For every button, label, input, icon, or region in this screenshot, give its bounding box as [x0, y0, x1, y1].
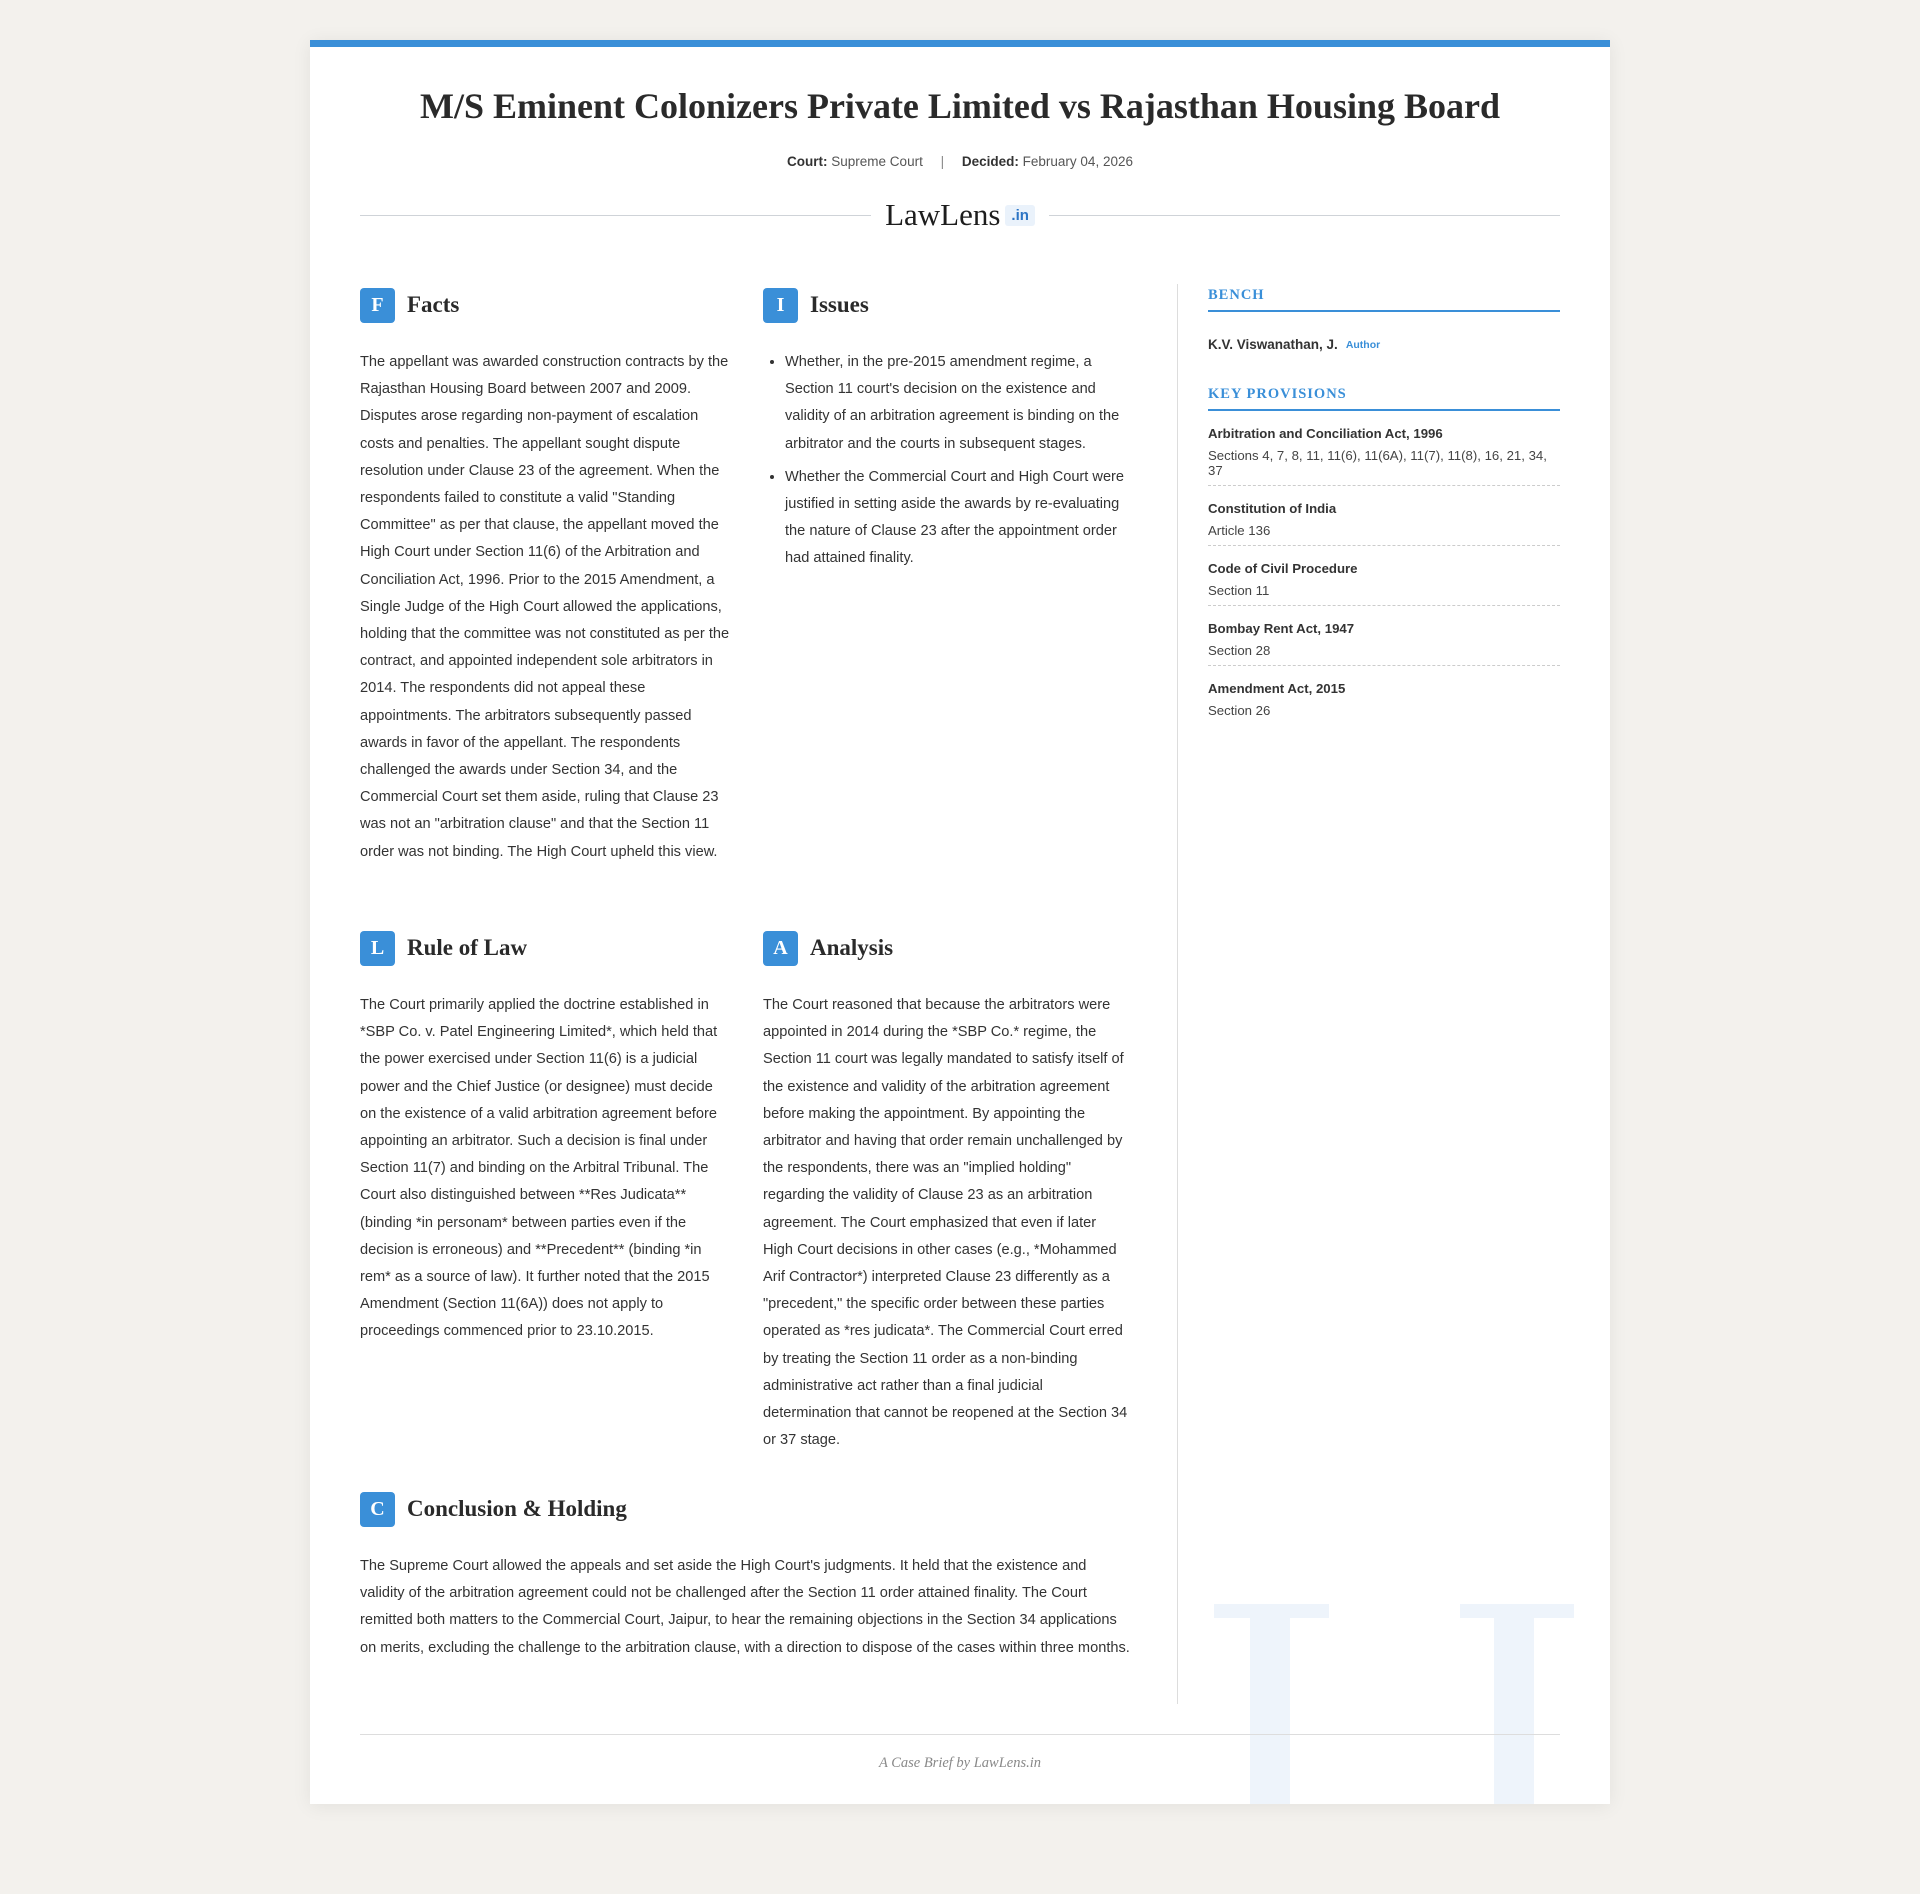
brand-rule-right: [1049, 215, 1560, 216]
provision-item: [1208, 546, 1560, 606]
issues-badge: I: [763, 288, 798, 323]
watermark-logo: [1214, 1604, 1574, 1804]
meta-separator: |: [940, 154, 945, 169]
bench-heading: BENCH: [1208, 287, 1560, 312]
judge-role-badge: Author: [1345, 338, 1381, 351]
facts-heading: Facts: [407, 292, 460, 317]
provision-act: Constitution of India: [1208, 501, 1337, 516]
conclusion-badge: C: [360, 1492, 395, 1527]
provision-sections: Section 28: [1208, 643, 1271, 658]
provision-act: Bombay Rent Act, 1947: [1208, 621, 1355, 636]
provision-act: Arbitration and Conciliation Act, 1996: [1208, 426, 1443, 441]
issue-item: • Whether the Commercial Court and High Court were justified in setting aside the awards by re-evaluating the nature of Clause 23 after the appointment order had attained finality.: [785, 464, 1130, 573]
brand-row: [360, 195, 1560, 235]
brand-name: LawLens: [885, 197, 1001, 232]
decided-value: February 04, 2026: [1022, 154, 1133, 169]
judge-name: K.V. Viswanathan, J.: [1208, 337, 1338, 352]
brand-tld: .in: [1005, 205, 1035, 226]
provision-sections: Article 136: [1208, 523, 1271, 538]
conclusion-section: [360, 1491, 1130, 1662]
case-meta: [310, 154, 1610, 169]
law-heading: Rule of Law: [407, 935, 528, 960]
law-badge: L: [360, 931, 395, 966]
case-brief-page: [310, 40, 1610, 1804]
analysis-section: [763, 930, 1130, 1454]
issues-section: [763, 287, 1130, 579]
column-divider: [1177, 284, 1178, 1704]
facts-section: [360, 287, 730, 866]
provisions-heading: KEY PROVISIONS: [1208, 386, 1560, 411]
provision-sections: Sections 4, 7, 8, 11, 11(6), 11(6A), 11(7), 11(8), 16, 21, 34, 37: [1208, 448, 1547, 478]
footer-credit: A Case Brief by LawLens.in: [360, 1734, 1560, 1772]
issues-list: [763, 349, 1130, 573]
analysis-badge: A: [763, 931, 798, 966]
bench-judge: [1208, 337, 1560, 352]
provision-act: Code of Civil Procedure: [1208, 561, 1358, 576]
rule-of-law-section: [360, 930, 730, 1346]
provision-item: [1208, 666, 1560, 725]
conclusion-heading: Conclusion & Holding: [407, 1496, 627, 1521]
issues-heading: Issues: [810, 292, 869, 317]
sidebar: [1208, 287, 1560, 725]
provision-sections: Section 26: [1208, 703, 1271, 718]
provision-item: [1208, 411, 1560, 486]
case-title: M/S Eminent Colonizers Private Limited vs Rajasthan Housing Board: [419, 86, 1501, 126]
decided-label: Decided:: [961, 154, 1019, 169]
facts-badge: F: [360, 288, 395, 323]
analysis-heading: Analysis: [810, 935, 894, 960]
court-value: Supreme Court: [831, 154, 923, 169]
brand-logo[interactable]: [885, 197, 1035, 233]
court-label: Court:: [787, 154, 828, 169]
provisions-list: [1208, 411, 1560, 725]
law-text: The Court primarily applied the doctrine established in *SBP Co. v. Patel Engineering Limited*, which held that the power exercised under Section 11(6) is a judicial power and the Chief Justice (or designee) must decide on the existence of a valid arbitration agreement before appointing an arbitrator. Such a decision is final under Section 11(7) and binding on the Arbitral Tribunal. The Court also distinguished between **Res Judicata** (binding *in personam* between parties even if the decision is erroneous) and **Precedent** (binding *in rem* as a source of law). It further noted that the 2015 Amendment (Section 11(6A)) does not apply to proceedings commenced prior to 23.10.2015.: [360, 997, 718, 1340]
analysis-text: The Court reasoned that because the arbitrators were appointed in 2014 during the *SBP Co.* regime, the Section 11 court was legally mandated to satisfy itself of the existence and validity of the arbitration agreement before making the appointment. By appointing the arbitrator and having that order remain unchallenged by the respondents, there was an "implied holding" regarding the validity of Clause 23 as an arbitration agreement. The Court emphasized that even if later High Court decisions in other cases (e.g., *Mohammed Arif Contractor*) interpreted Clause 23 differently as a "precedent," the specific order between these parties operated as *res judicata*. The Commercial Court erred by treating the Section 11 order as a non-binding administrative act rather than a final judicial determination that cannot be reopened at the Section 34 or 37 stage.: [763, 997, 1128, 1449]
provision-act: Amendment Act, 2015: [1208, 681, 1346, 696]
brand-rule-left: [360, 215, 871, 216]
issue-item: • Whether, in the pre-2015 amendment regime, a Section 11 court's decision on the existence and validity of an arbitration agreement is binding on the arbitrator and the courts in subsequent stages.: [785, 349, 1130, 458]
provision-item: [1208, 606, 1560, 666]
provision-item: [1208, 486, 1560, 546]
provision-sections: Section 11: [1208, 583, 1270, 598]
facts-text: The appellant was awarded construction contracts by the Rajasthan Housing Board between 2007 and 2009. Disputes arose regarding non-payment of escalation costs and penalties. The appellant sought dispute resolution under Clause 23 of the agreement. When the respondents failed to constitute a valid "Standing Committee" as per that clause, the appellant moved the High Court under Section 11(6) of the Arbitration and Conciliation Act, 1996. Prior to the 2015 Amendment, a Single Judge of the High Court allowed the applications, holding that the committee was not constituted as per the contract, and appointed independent sole arbitrators in 2014. The respondents did not appeal these appointments. The arbitrators subsequently passed awards in favor of the appellant. The respondents challenged the awards under Section 34, and the Commercial Court set them aside, ruling that Clause 23 was not an "arbitration clause" and that the Section 11 order was not binding. The High Court upheld this view.: [360, 354, 730, 860]
conclusion-text: The Supreme Court allowed the appeals and set aside the High Court's judgments. It held that the existence and validity of the arbitration agreement could not be challenged after the Section 11 order attained finality. The Court remitted both matters to the Commercial Court, Jaipur, to hear the remaining objections in the Section 34 applications on merits, excluding the challenge to the arbitration clause, with a direction to dispose of the cases within three months.: [360, 1558, 1130, 1656]
